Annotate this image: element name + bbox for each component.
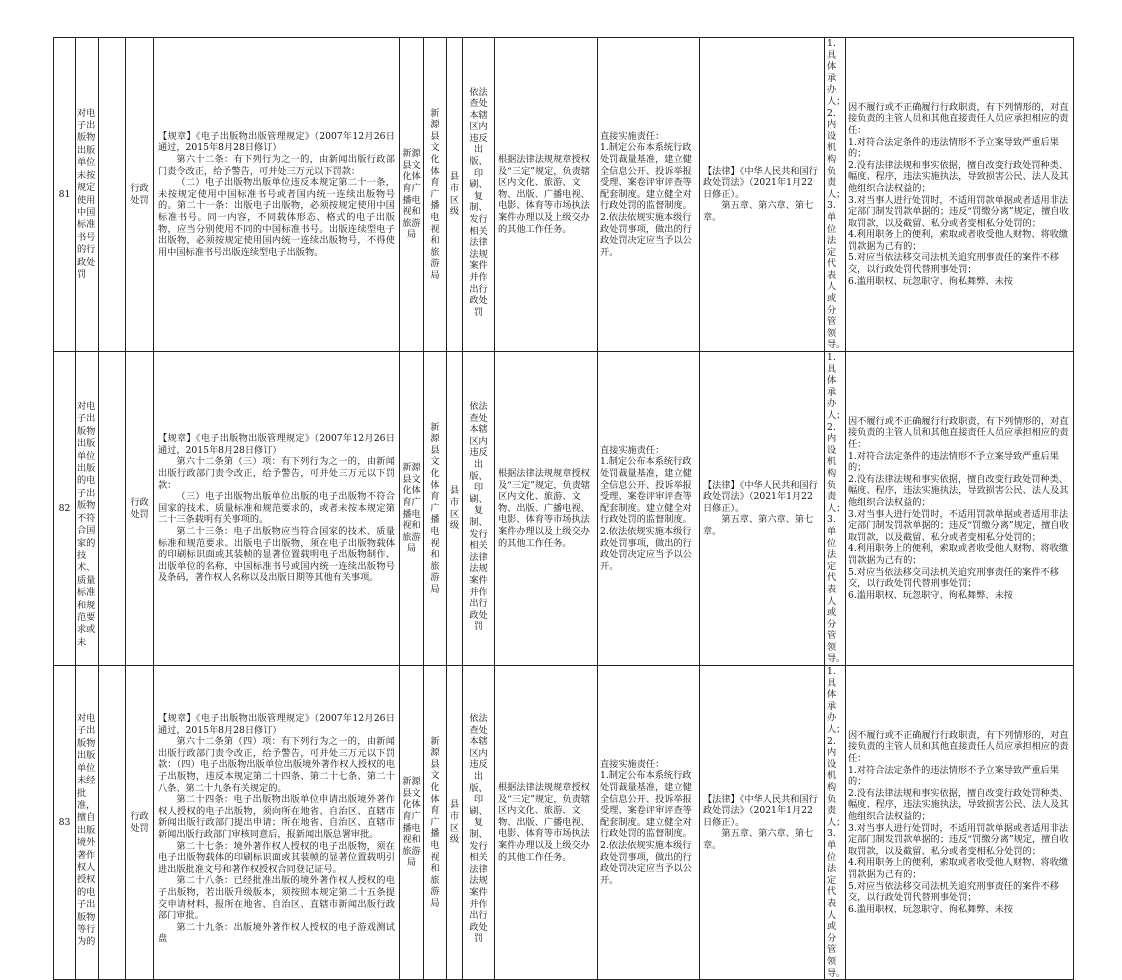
implementation-method: 直接实施责任： 1.制定公布本系统行政处罚裁量基准，建立健全信息公开、投诉举报受理、案卷评审评查等配套制度。建立健全对行政处罚的监督制度。 2.依法依规实施本级行政处罚事项，做出的行政处罚决定应当予以公开。	[598, 38, 700, 352]
legal-basis: 【规章】《电子出版物出版管理规定》（2007年12月26日通过，2015年8月28日修订） 第六十二条第（四）项：有下列行为之一的，由新闻出版行政部门责令改正，给予警告，可并处三万元以下罚款：（四）电子出版物出版单位出版境外著作权人授权的电子出版物，违反本规定第二十四条、第二十七条、第二十八条、第二十九条有关规定的。 第二十四条：电子出版物出版单位申请出版境外著作权人授权的电子出版物，须向所在地省、自治区、直辖市新闻出版行政部门提出申请；所在地省、自治区、直辖市新闻出版行政部门审核同意后，报新闻出版总署审批。 第二十七条：境外著作权人授权的电子出版物，须在电子出版物载体的印刷标识面或其装帧的显著位置载明引进出版批准文号和著作权授权合同登记证号。 第二十八条：已经批准出版的境外著作权人授权的电子出版物，若出版升级版本，须按照本规定第二十五条提交申请材料，报所在地省、自治区、直辖市新闻出版行政部门审批。 第二十九条：出版境外著作权人授权的电子游戏测试盘	[154, 666, 400, 980]
department-duty: 根据法律法规规章授权及“三定”规定，负责辖区内文化、旅游、文物、出版、广播电视、电影、体育等市场执法案件办理以及上级交办的其他工作任务。	[495, 38, 598, 352]
department-duty: 根据法律法规规章授权及“三定”规定，负责辖区内文化、旅游、文物、出版、广播电视、电影、体育等市场执法案件办理以及上级交办的其他工作任务。	[495, 666, 598, 980]
duty-content: 依法查处本辖区内违反出版、印刷、复制、发行相关法律法规案件并作出行政处罚	[463, 352, 495, 666]
table-row	[54, 38, 1074, 352]
responsible-persons: 1.具体承办人；2.内设机构负责人；3.单位法定代表人或分管领导。	[825, 666, 846, 980]
implementing-department: 新源县文化体育广播电视和旅游局	[400, 666, 424, 980]
legal-reference: 【法律】《中华人民共和国行政处罚法》（2021年1月22日修正）。 第五章、第六章、第七章。	[700, 666, 825, 980]
implementing-department: 新源县文化体育广播电视和旅游局	[400, 38, 424, 352]
item-type: 行政处罚	[126, 38, 154, 352]
implementing-subject: 新源县文化体育广播电视和旅游局	[424, 38, 447, 352]
blank-cell	[99, 38, 126, 352]
implementation-method: 直接实施责任： 1.制定公布本系统行政处罚裁量基准，建立健全信息公开、投诉举报受理、案卷评审评查等配套制度。建立健全对行政处罚的监督制度。 2.依法依规实施本级行政处罚事项，做出的行政处罚决定应当予以公开。	[598, 352, 700, 666]
department-duty: 根据法律法规规章授权及“三定”规定，负责辖区内文化、旅游、文物、出版、广播电视、电影、体育等市场执法案件办理以及上级交办的其他工作任务。	[495, 352, 598, 666]
administrative-level: 县市区级	[447, 352, 463, 666]
table-row	[54, 666, 1074, 980]
item-type: 行政处罚	[126, 352, 154, 666]
implementing-subject: 新源县文化体育广播电视和旅游局	[424, 666, 447, 980]
item-type: 行政处罚	[126, 666, 154, 980]
blank-cell	[99, 666, 126, 980]
responsibility-table	[53, 37, 1074, 980]
implementation-method: 直接实施责任： 1.制定公布本系统行政处罚裁量基准，建立健全信息公开、投诉举报受理、案卷评审评查等配套制度。建立健全对行政处罚的监督制度。 2.依法依规实施本级行政处罚事项，做出的行政处罚决定应当予以公开。	[598, 666, 700, 980]
blank-cell	[99, 352, 126, 666]
row-number: 82	[54, 352, 76, 666]
item-name: 对电子出版物出版单位未经批准，擅自出版境外著作权人授权的电子出版物等行为的	[76, 666, 99, 980]
legal-basis: 【规章】《电子出版物出版管理规定》（2007年12月26日通过，2015年8月28日修订） 第六十二条第（三）项：有下列行为之一的，由新闻出版行政部门责令改正，给予警告，可并处三万元以下罚款： （三）电子出版物出版单位出版的电子出版物不符合国家的技术、质量标准和规范要求的，或者未按本规定第二十三条载明有关事项的。 第二十三条：电子出版物应当符合国家的技术、质量标准和规范要求。出版电子出版物，须在电子出版物载体的印刷标识面或其装帧的显著位置载明电子出版物制作、出版单位的名称，中国标准书号或国内统一连续出版物号及条码，著作权人名称以及出版日期等其他有关事项。	[154, 352, 400, 666]
legal-basis: 【规章】《电子出版物出版管理规定》（2007年12月26日通过，2015年8月28日修订） 第六十二条：有下列行为之一的，由新闻出版行政部门责令改正，给予警告，可并处三万元以下罚款： （二）电子出版物出版单位违反本规定第二十一条，未按规定使用中国标准书号或者国内统一连续出版物号的。第二十一条：出版电子出版物，必须按规定使用中国标准书号。同一内容，不同载体形态、格式的电子出版物，应当分别使用不同的中国标准书号。出版连续型电子出版物，必须按规定使用国内统一连续出版物号，不得使用中国标准书号出版连续型电子出版物。	[154, 38, 400, 352]
administrative-level: 县市区级	[447, 666, 463, 980]
duty-content: 依法查处本辖区内违反出版、印刷、复制、发行相关法律法规案件并作出行政处罚	[463, 38, 495, 352]
row-number: 81	[54, 38, 76, 352]
responsible-persons: 1.具体承办人；2.内设机构负责人；3.单位法定代表人或分管领导。	[825, 352, 846, 666]
table-row	[54, 352, 1074, 666]
responsible-persons: 1.具体承办人；2.内设机构负责人；3.单位法定代表人或分管领导。	[825, 38, 846, 352]
accountability: 因不履行或不正确履行行政职责，有下列情形的，对直接负责的主管人员和其他直接责任人员应承担相应的责任： 1.对符合法定条件的违法情形不予立案导致严重后果的； 2.没有法律法规和事实依据，擅自改变行政处罚种类、幅度、程序，违法实施执法，导致损害公民、法人及其他组织合法权益的； 3.对当事人进行处罚时，不适用罚款单据或者适用非法定部门制发罚款单据的；违反“罚缴分离”规定，擅自收取罚款，以及截留、私分或者变相私分处罚的； 4.利用职务上的便利，索取或者收受他人财物、将收缴罚款据为己有的； 5.对应当依法移交司法机关追究刑事责任的案件不移交，以行政处罚代替刑事处罚； 6.滥用职权、玩忽职守、徇私舞弊、未按	[846, 666, 1074, 980]
accountability: 因不履行或不正确履行行政职责，有下列情形的，对直接负责的主管人员和其他直接责任人员应承担相应的责任： 1.对符合法定条件的违法情形不予立案导致严重后果的； 2.没有法律法规和事实依据，擅自改变行政处罚种类、幅度、程序，违法实施执法，导致损害公民、法人及其他组织合法权益的； 3.对当事人进行处罚时，不适用罚款单据或者适用非法定部门制发罚款单据的；违反“罚缴分离”规定，擅自收取罚款，以及截留、私分或者变相私分处罚的； 4.利用职务上的便利，索取或者收受他人财物、将收缴罚款据为己有的； 5.对应当依法移交司法机关追究刑事责任的案件不移交，以行政处罚代替刑事处罚； 6.滥用职权、玩忽职守、徇私舞弊、未按	[846, 38, 1074, 352]
duty-content: 依法查处本辖区内违反出版、印刷、复制、发行相关法律法规案件并作出行政处罚	[463, 666, 495, 980]
administrative-level: 县市区级	[447, 38, 463, 352]
implementing-department: 新源县文化体育广播电视和旅游局	[400, 352, 424, 666]
implementing-subject: 新源县文化体育广播电视和旅游局	[424, 352, 447, 666]
legal-reference: 【法律】《中华人民共和国行政处罚法》（2021年1月22日修正）。 第五章、第六章、第七章。	[700, 38, 825, 352]
row-number: 83	[54, 666, 76, 980]
legal-reference: 【法律】《中华人民共和国行政处罚法》（2021年1月22日修正）。 第五章、第六章、第七章。	[700, 352, 825, 666]
item-name: 对电子出版物出版单位出版的电子出版物不符合国家的技术、质量标准和规范要求或未	[76, 352, 99, 666]
item-name: 对电子出版物出版单位未按规定使用中国标准书号的行政处罚	[76, 38, 99, 352]
accountability: 因不履行或不正确履行行政职责，有下列情形的，对直接负责的主管人员和其他直接责任人员应承担相应的责任： 1.对符合法定条件的违法情形不予立案导致严重后果的； 2.没有法律法规和事实依据，擅自改变行政处罚种类、幅度、程序，违法实施执法，导致损害公民、法人及其他组织合法权益的； 3.对当事人进行处罚时，不适用罚款单据或者适用非法定部门制发罚款单据的；违反“罚缴分离”规定，擅自收取罚款，以及截留、私分或者变相私分处罚的； 4.利用职务上的便利，索取或者收受他人财物、将收缴罚款据为己有的； 5.对应当依法移交司法机关追究刑事责任的案件不移交，以行政处罚代替刑事处罚； 6.滥用职权、玩忽职守、徇私舞弊、未按	[846, 352, 1074, 666]
